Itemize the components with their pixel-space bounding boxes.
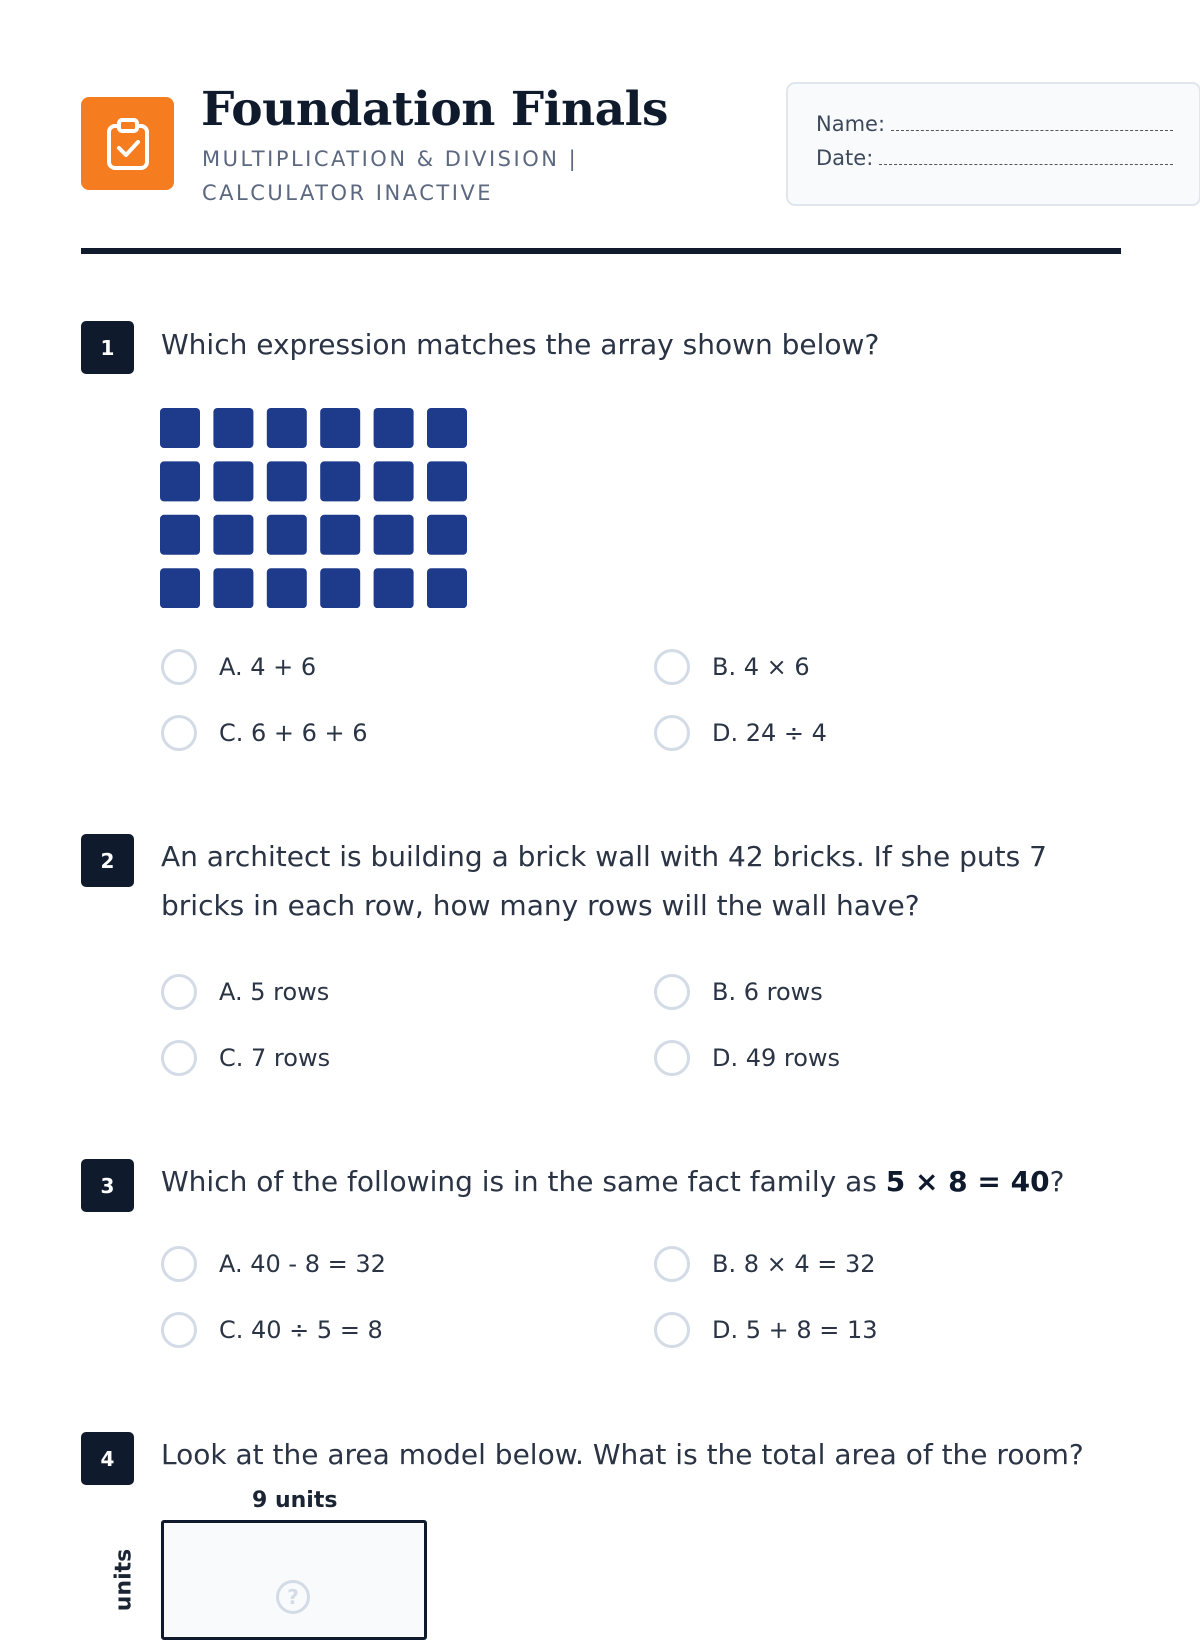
- option-label: C. 6 + 6 + 6: [219, 719, 368, 747]
- array-square: [374, 568, 414, 608]
- array-square: [213, 568, 253, 608]
- array-square: [374, 515, 414, 555]
- radio-button[interactable]: [161, 1246, 197, 1282]
- area-top-label: 9 units: [252, 1488, 338, 1513]
- name-blank[interactable]: [891, 130, 1173, 131]
- option-label: D. 24 ÷ 4: [712, 719, 827, 747]
- name-label: Name:: [816, 112, 886, 136]
- radio-button[interactable]: [161, 715, 197, 751]
- q1-option-d[interactable]: [654, 711, 827, 755]
- q2-option-a[interactable]: [161, 970, 329, 1014]
- array-square: [160, 568, 200, 608]
- page-title: Foundation Finals: [201, 82, 668, 137]
- option-label: D. 49 rows: [712, 1044, 841, 1072]
- clipboard-check-icon: [106, 118, 150, 170]
- header-divider: [81, 248, 1121, 254]
- q1-option-c[interactable]: [161, 711, 368, 755]
- array-square: [427, 408, 467, 448]
- array-square: [160, 461, 200, 501]
- radio-button[interactable]: [161, 974, 197, 1010]
- date-line[interactable]: [816, 146, 1173, 170]
- array-square: [320, 568, 360, 608]
- page-subtitle: MULTIPLICATION & DIVISION | CALCULATOR INACTIVE: [202, 147, 579, 205]
- array-square: [213, 408, 253, 448]
- radio-button[interactable]: [654, 715, 690, 751]
- question-3-text-before: Which of the following is in the same fact family as: [161, 1165, 886, 1198]
- option-label: B. 6 rows: [712, 978, 823, 1006]
- array-square: [160, 408, 200, 448]
- radio-button[interactable]: [161, 1312, 197, 1348]
- question-1-array: [160, 408, 470, 608]
- array-square: [374, 461, 414, 501]
- option-label: A. 5 rows: [219, 978, 330, 1006]
- radio-button[interactable]: [161, 1040, 197, 1076]
- q2-option-b[interactable]: [654, 970, 823, 1014]
- radio-button[interactable]: [161, 649, 197, 685]
- array-square: [427, 461, 467, 501]
- unknown-area-mark: ?: [276, 1580, 310, 1614]
- option-label: C. 7 rows: [219, 1044, 331, 1072]
- radio-button[interactable]: [654, 1040, 690, 1076]
- date-label: Date:: [816, 146, 874, 170]
- array-square: [374, 408, 414, 448]
- array-square: [320, 515, 360, 555]
- question-number-1: 1: [81, 321, 134, 374]
- option-label: A. 4 + 6: [219, 653, 317, 681]
- q1-option-b[interactable]: [654, 645, 810, 689]
- q3-option-b[interactable]: [654, 1242, 876, 1286]
- name-line[interactable]: [816, 112, 1173, 136]
- array-square: [267, 461, 307, 501]
- radio-button[interactable]: [654, 649, 690, 685]
- array-square: [320, 461, 360, 501]
- logo: [81, 97, 174, 190]
- question-3-text: [161, 1157, 1111, 1206]
- radio-button[interactable]: [654, 974, 690, 1010]
- q3-option-c[interactable]: [161, 1308, 383, 1352]
- option-label: D. 5 + 8 = 13: [712, 1316, 878, 1344]
- radio-button[interactable]: [654, 1246, 690, 1282]
- question-2-text: An architect is building a brick wall with 42 bricks. If she puts 7 bricks in each row, how many rows will the wall have?: [161, 840, 1047, 922]
- q3-option-d[interactable]: [654, 1308, 878, 1352]
- array-square: [213, 515, 253, 555]
- question-number-3: 3: [81, 1159, 134, 1212]
- question-4-text: Look at the area model below. What is the total area of the room?: [161, 1438, 1084, 1471]
- question-number-2: 2: [81, 834, 134, 887]
- question-number-4: 4: [81, 1432, 134, 1485]
- q1-option-a[interactable]: [161, 645, 316, 689]
- q3-option-a[interactable]: [161, 1242, 386, 1286]
- question-1-text: Which expression matches the array shown below?: [161, 328, 880, 361]
- option-label: B. 8 × 4 = 32: [712, 1250, 876, 1278]
- array-square: [160, 515, 200, 555]
- array-square: [427, 515, 467, 555]
- worksheet-header: [81, 82, 1121, 206]
- array-square: [267, 515, 307, 555]
- array-square: [213, 461, 253, 501]
- array-square: [267, 568, 307, 608]
- fact-family-equation: 5 × 8 = 40: [885, 1165, 1050, 1198]
- date-blank[interactable]: [879, 164, 1173, 165]
- radio-button[interactable]: [654, 1312, 690, 1348]
- array-square: [427, 568, 467, 608]
- option-label: C. 40 ÷ 5 = 8: [219, 1316, 383, 1344]
- q2-option-d[interactable]: [654, 1036, 840, 1080]
- array-square: [320, 408, 360, 448]
- option-label: A. 40 - 8 = 32: [219, 1250, 386, 1278]
- array-square: [267, 408, 307, 448]
- question-3-text-after: ?: [1049, 1165, 1065, 1198]
- option-label: B. 4 × 6: [712, 653, 810, 681]
- student-info-box: [786, 82, 1200, 206]
- area-side-label: units: [111, 1548, 137, 1612]
- q2-option-c[interactable]: [161, 1036, 330, 1080]
